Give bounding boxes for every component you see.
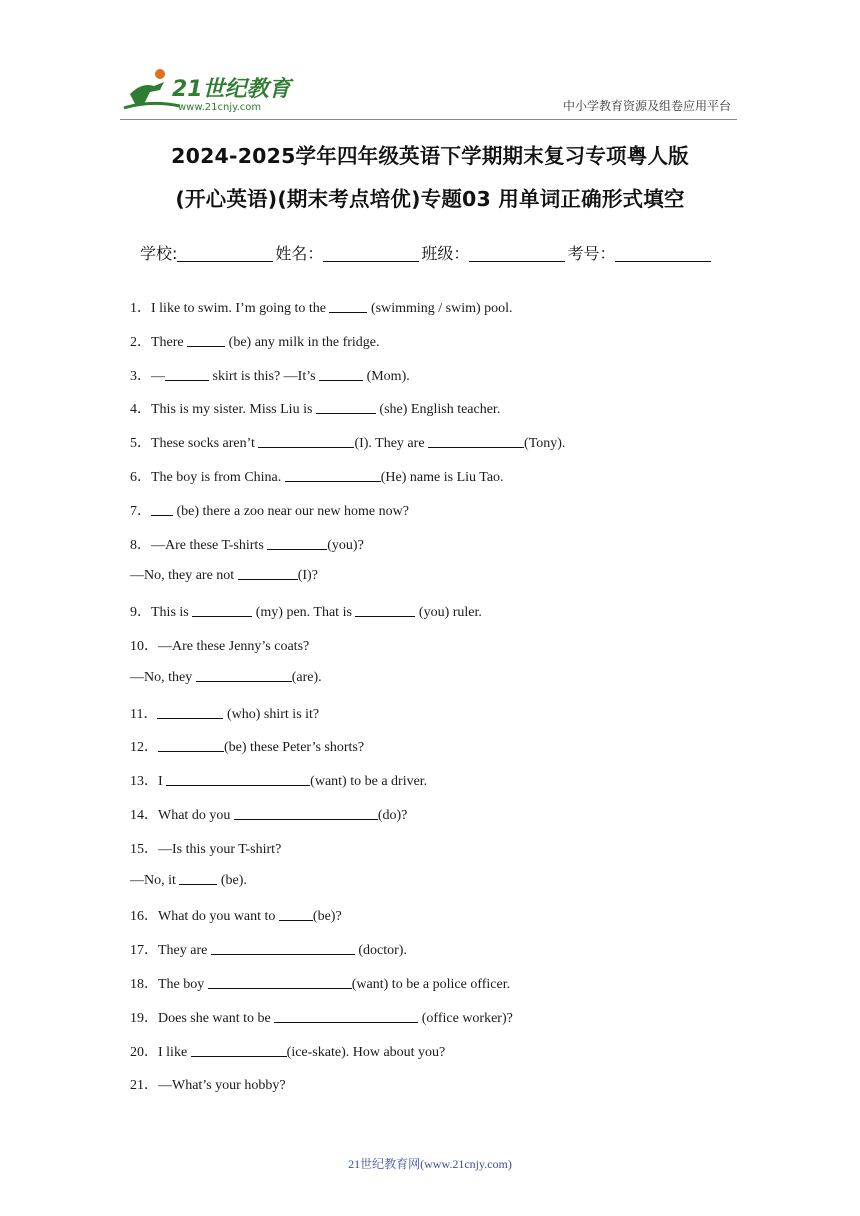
answer-blank[interactable] <box>234 807 378 820</box>
question-text: (are). <box>291 669 322 685</box>
question-text: (He) name is Liu Tao. <box>380 470 504 485</box>
question-text: 16．What do you want to <box>130 909 279 925</box>
question-text: (be) these Peter’s shorts? <box>224 740 365 756</box>
question-text: (want) to be a driver. <box>310 774 428 790</box>
question-text: (my) pen. That is <box>252 605 356 621</box>
question-item <box>130 297 513 317</box>
exam-no-label: 考号： <box>567 244 616 263</box>
answer-blank[interactable] <box>428 435 524 448</box>
answer-blank[interactable] <box>238 567 298 580</box>
answer-blank[interactable] <box>179 872 217 885</box>
name-label: 姓名： <box>275 244 324 263</box>
question-text: (be). <box>217 872 247 888</box>
question-text: 6．The boy is from China. <box>130 470 285 485</box>
answer-blank[interactable] <box>258 435 354 448</box>
question-text: 19．Does she want to be <box>130 1010 275 1026</box>
question-text: (be) there a zoo near our new home now? <box>173 503 409 519</box>
question-text: 12． <box>130 740 158 756</box>
class-label: 班级： <box>421 244 470 263</box>
question-text: skirt is this? —It’s <box>209 368 320 384</box>
question-item <box>130 872 247 889</box>
platform-text: 中小学教育资源及组卷应用平台 <box>562 99 731 113</box>
answer-blank[interactable] <box>279 908 313 921</box>
page-title-line2: (开心英语)(期末考点培优)专题03 用单词正确形式填空 <box>175 187 685 211</box>
answer-blank[interactable] <box>355 604 415 617</box>
question-text: 9．This is <box>130 605 193 621</box>
question-item <box>130 1041 445 1061</box>
answer-blank[interactable] <box>187 334 225 347</box>
page-title-line1: 2024-2025学年四年级英语下学期期末复习专项粤人版 <box>171 144 689 168</box>
question-text: 4．This is my sister. Miss Liu is <box>130 402 316 418</box>
question-text: (I). They are <box>354 436 429 452</box>
question-item <box>130 1074 286 1094</box>
question-text: (be) any milk in the fridge. <box>225 334 380 350</box>
question-text: 2．There <box>130 334 188 350</box>
question-item <box>130 567 318 584</box>
answer-blank[interactable] <box>285 469 381 482</box>
question-text: (she) English teacher. <box>375 402 501 418</box>
question-item <box>130 635 309 655</box>
question-text: 10．—Are these Jenny’s coats? <box>130 639 310 654</box>
question-item <box>130 500 409 520</box>
question-item <box>130 905 342 925</box>
question-item <box>130 703 319 723</box>
logo-text: 21世纪教育 <box>172 77 291 102</box>
answer-blank[interactable] <box>158 739 224 752</box>
question-text: (want) to be a police officer. <box>351 977 511 992</box>
answer-blank[interactable] <box>319 368 363 381</box>
question-item <box>130 770 427 790</box>
answer-blank[interactable] <box>192 604 252 617</box>
question-text: (ice-skate). How about you? <box>286 1044 446 1060</box>
question-text: 1．I like to swim. I’m going to the <box>130 301 330 316</box>
question-item <box>130 669 322 686</box>
exam-no-field[interactable] <box>615 245 711 262</box>
question-text: 5．These socks aren’t <box>130 436 259 452</box>
question-item <box>130 1007 513 1027</box>
question-text: 3．— <box>130 368 165 384</box>
question-text: (be)? <box>312 909 342 925</box>
question-text: 13．I <box>130 774 167 790</box>
student-info-row <box>140 241 713 264</box>
name-field[interactable] <box>323 245 419 262</box>
answer-blank[interactable] <box>165 368 209 381</box>
question-item <box>130 331 380 351</box>
question-text: 18．The boy <box>130 977 208 992</box>
answer-blank[interactable] <box>196 669 292 682</box>
answer-blank[interactable] <box>191 1044 287 1057</box>
school-label: 学校: <box>140 244 178 263</box>
question-item <box>130 398 500 418</box>
question-item <box>130 432 565 452</box>
question-text: 14．What do you <box>130 808 234 823</box>
question-item <box>130 601 482 621</box>
question-text: (Mom). <box>363 368 410 384</box>
page-header <box>120 64 735 120</box>
question-text: (I)? <box>297 568 318 584</box>
question-text: 11． <box>130 706 158 722</box>
question-text: (Tony). <box>524 436 566 452</box>
answer-blank[interactable] <box>267 537 327 550</box>
school-field[interactable] <box>177 245 273 262</box>
logo-21cnjy <box>120 64 295 116</box>
logo-url: www.21cnjy.com <box>178 102 262 113</box>
answer-blank[interactable] <box>166 773 310 786</box>
question-item <box>130 838 281 858</box>
answer-blank[interactable] <box>157 706 223 719</box>
question-text: (swimming / swim) pool. <box>367 301 513 316</box>
question-item <box>130 939 407 959</box>
question-text: 21．—What’s your hobby? <box>130 1078 286 1094</box>
question-text: (office worker)? <box>418 1010 513 1026</box>
question-text: —No, they <box>130 669 196 685</box>
question-text: 20．I like <box>130 1044 191 1060</box>
answer-blank[interactable] <box>316 401 376 414</box>
question-text: (who) shirt is it? <box>223 706 320 722</box>
question-text: 8．—Are these T-shirts <box>130 537 268 553</box>
question-item <box>130 466 504 486</box>
question-text: 15．—Is this your T-shirt? <box>130 841 282 857</box>
answer-blank[interactable] <box>151 503 173 516</box>
answer-blank[interactable] <box>211 942 355 955</box>
question-item <box>130 365 410 385</box>
question-text: (you)? <box>327 537 364 553</box>
footer-text: 21世纪教育网(www.21cnjy.com) <box>348 1157 512 1171</box>
answer-blank[interactable] <box>208 976 352 989</box>
question-item <box>130 736 364 756</box>
answer-blank[interactable] <box>274 1010 418 1023</box>
question-text: —No, they are not <box>130 568 238 584</box>
header-divider <box>120 119 737 120</box>
question-item <box>130 973 510 993</box>
question-text: 7． <box>130 503 151 519</box>
question-text: 17．They are <box>130 943 211 959</box>
question-item <box>130 804 407 824</box>
answer-blank[interactable] <box>329 300 367 313</box>
question-text: (do)? <box>377 808 408 823</box>
question-item <box>130 534 364 554</box>
class-field[interactable] <box>469 245 565 262</box>
question-text: (you) ruler. <box>415 605 482 621</box>
question-text: —No, it <box>130 872 180 888</box>
question-text: (doctor). <box>354 943 407 959</box>
